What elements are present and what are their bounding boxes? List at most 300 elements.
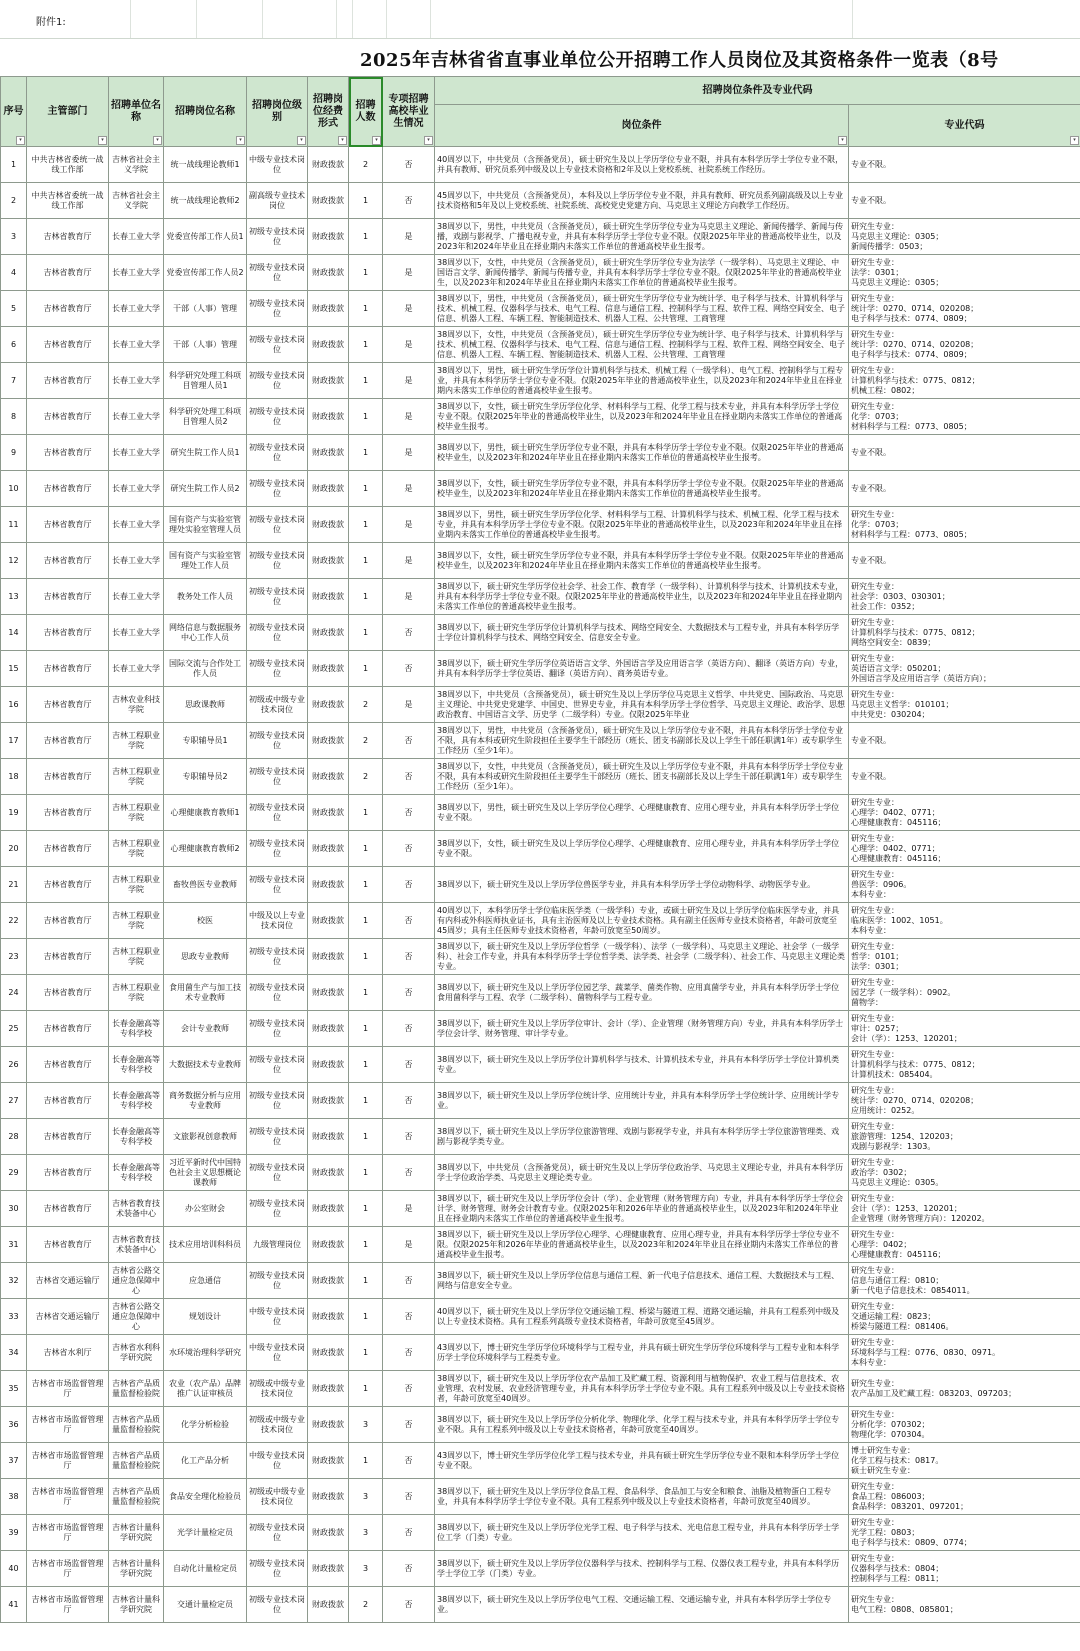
- cell-grad[interactable]: [383, 1119, 435, 1155]
- cell-seq[interactable]: [1, 183, 27, 219]
- cell-count[interactable]: [349, 1299, 383, 1335]
- cell-funding[interactable]: [308, 831, 349, 867]
- cell-level[interactable]: [247, 183, 308, 219]
- cell-count[interactable]: [349, 831, 383, 867]
- cell-unit[interactable]: [109, 687, 164, 723]
- cell-major-code[interactable]: [849, 1407, 1080, 1443]
- cell-level[interactable]: [247, 975, 308, 1011]
- header-unit[interactable]: 招聘单位名称 ▾: [109, 77, 164, 147]
- cell-conditions[interactable]: [435, 1443, 849, 1479]
- cell-seq[interactable]: [1, 435, 27, 471]
- cell-dept[interactable]: [27, 1227, 109, 1263]
- cell-seq[interactable]: [1, 1587, 27, 1623]
- filter-dropdown-icon[interactable]: ▾: [1070, 136, 1079, 145]
- cell-post[interactable]: [164, 1443, 247, 1479]
- cell-post[interactable]: [164, 183, 247, 219]
- cell-dept[interactable]: [27, 723, 109, 759]
- cell-major-code[interactable]: [849, 543, 1080, 579]
- cell-major-code[interactable]: [849, 903, 1080, 939]
- cell-major-code[interactable]: [849, 651, 1080, 687]
- cell-count[interactable]: [349, 543, 383, 579]
- cell-grad[interactable]: [383, 255, 435, 291]
- cell-funding[interactable]: [308, 1371, 349, 1407]
- cell-funding[interactable]: [308, 1227, 349, 1263]
- cell-funding[interactable]: [308, 435, 349, 471]
- filter-dropdown-icon[interactable]: ▾: [153, 136, 162, 145]
- cell-grad[interactable]: [383, 795, 435, 831]
- cell-level[interactable]: [247, 1155, 308, 1191]
- cell-unit[interactable]: [109, 1227, 164, 1263]
- cell-major-code[interactable]: [849, 327, 1080, 363]
- cell-conditions[interactable]: [435, 1263, 849, 1299]
- cell-conditions[interactable]: [435, 615, 849, 651]
- cell-count[interactable]: [349, 471, 383, 507]
- cell-dept[interactable]: [27, 1479, 109, 1515]
- cell-major-code[interactable]: [849, 1011, 1080, 1047]
- cell-count[interactable]: [349, 219, 383, 255]
- cell-level[interactable]: [247, 939, 308, 975]
- cell-seq[interactable]: [1, 1191, 27, 1227]
- cell-level[interactable]: [247, 1479, 308, 1515]
- cell-conditions[interactable]: [435, 687, 849, 723]
- cell-unit[interactable]: [109, 1515, 164, 1551]
- cell-major-code[interactable]: [849, 795, 1080, 831]
- cell-count[interactable]: [349, 1443, 383, 1479]
- cell-conditions[interactable]: [435, 831, 849, 867]
- cell-post[interactable]: [164, 435, 247, 471]
- cell-funding[interactable]: [308, 1155, 349, 1191]
- cell-funding[interactable]: [308, 1587, 349, 1623]
- cell-unit[interactable]: [109, 1083, 164, 1119]
- cell-unit[interactable]: [109, 831, 164, 867]
- cell-funding[interactable]: [308, 1335, 349, 1371]
- cell-post[interactable]: [164, 1011, 247, 1047]
- cell-seq[interactable]: [1, 579, 27, 615]
- cell-grad[interactable]: [383, 1191, 435, 1227]
- cell-major-code[interactable]: [849, 831, 1080, 867]
- cell-count[interactable]: [349, 255, 383, 291]
- cell-level[interactable]: [247, 1551, 308, 1587]
- cell-funding[interactable]: [308, 1407, 349, 1443]
- cell-dept[interactable]: [27, 1335, 109, 1371]
- cell-dept[interactable]: [27, 687, 109, 723]
- cell-grad[interactable]: [383, 1551, 435, 1587]
- cell-post[interactable]: [164, 1551, 247, 1587]
- cell-seq[interactable]: [1, 1155, 27, 1191]
- cell-unit[interactable]: [109, 651, 164, 687]
- cell-conditions[interactable]: [435, 1299, 849, 1335]
- cell-unit[interactable]: [109, 147, 164, 183]
- cell-major-code[interactable]: [849, 291, 1080, 327]
- cell-count[interactable]: [349, 723, 383, 759]
- cell-post[interactable]: [164, 471, 247, 507]
- cell-conditions[interactable]: [435, 759, 849, 795]
- cell-count[interactable]: [349, 795, 383, 831]
- cell-count[interactable]: [349, 939, 383, 975]
- header-post[interactable]: 招聘岗位名称 ▾: [164, 77, 247, 147]
- cell-grad[interactable]: [383, 1155, 435, 1191]
- cell-seq[interactable]: [1, 1443, 27, 1479]
- cell-seq[interactable]: [1, 291, 27, 327]
- cell-conditions[interactable]: [435, 1587, 849, 1623]
- cell-count[interactable]: [349, 183, 383, 219]
- cell-major-code[interactable]: [849, 1479, 1080, 1515]
- cell-grad[interactable]: [383, 831, 435, 867]
- cell-seq[interactable]: [1, 1335, 27, 1371]
- cell-seq[interactable]: [1, 831, 27, 867]
- cell-funding[interactable]: [308, 1191, 349, 1227]
- cell-seq[interactable]: [1, 1371, 27, 1407]
- cell-post[interactable]: [164, 831, 247, 867]
- cell-funding[interactable]: [308, 291, 349, 327]
- cell-dept[interactable]: [27, 1191, 109, 1227]
- cell-post[interactable]: [164, 615, 247, 651]
- cell-dept[interactable]: [27, 543, 109, 579]
- cell-major-code[interactable]: [849, 723, 1080, 759]
- cell-unit[interactable]: [109, 1047, 164, 1083]
- cell-dept[interactable]: [27, 255, 109, 291]
- cell-conditions[interactable]: [435, 1335, 849, 1371]
- cell-major-code[interactable]: [849, 255, 1080, 291]
- cell-major-code[interactable]: [849, 615, 1080, 651]
- cell-seq[interactable]: [1, 327, 27, 363]
- cell-grad[interactable]: [383, 1335, 435, 1371]
- cell-grad[interactable]: [383, 147, 435, 183]
- cell-dept[interactable]: [27, 615, 109, 651]
- cell-level[interactable]: [247, 543, 308, 579]
- cell-funding[interactable]: [308, 327, 349, 363]
- cell-conditions[interactable]: [435, 291, 849, 327]
- cell-conditions[interactable]: [435, 1155, 849, 1191]
- cell-post[interactable]: [164, 1587, 247, 1623]
- cell-major-code[interactable]: [849, 1227, 1080, 1263]
- cell-funding[interactable]: [308, 1083, 349, 1119]
- cell-conditions[interactable]: [435, 903, 849, 939]
- header-seq[interactable]: 序号 ▾: [1, 77, 27, 147]
- cell-count[interactable]: [349, 759, 383, 795]
- cell-dept[interactable]: [27, 795, 109, 831]
- header-cond[interactable]: 岗位条件 ▾: [435, 105, 849, 147]
- cell-dept[interactable]: [27, 507, 109, 543]
- cell-unit[interactable]: [109, 867, 164, 903]
- cell-seq[interactable]: [1, 1479, 27, 1515]
- cell-major-code[interactable]: [849, 435, 1080, 471]
- cell-major-code[interactable]: [849, 219, 1080, 255]
- cell-dept[interactable]: [27, 975, 109, 1011]
- cell-dept[interactable]: [27, 1119, 109, 1155]
- cell-dept[interactable]: [27, 867, 109, 903]
- cell-major-code[interactable]: [849, 1371, 1080, 1407]
- cell-funding[interactable]: [308, 1263, 349, 1299]
- cell-count[interactable]: [349, 687, 383, 723]
- cell-dept[interactable]: [27, 1407, 109, 1443]
- cell-seq[interactable]: [1, 255, 27, 291]
- cell-post[interactable]: [164, 291, 247, 327]
- cell-seq[interactable]: [1, 1227, 27, 1263]
- cell-funding[interactable]: [308, 651, 349, 687]
- cell-conditions[interactable]: [435, 255, 849, 291]
- cell-post[interactable]: [164, 867, 247, 903]
- cell-funding[interactable]: [308, 903, 349, 939]
- cell-level[interactable]: [247, 1047, 308, 1083]
- cell-funding[interactable]: [308, 1551, 349, 1587]
- cell-dept[interactable]: [27, 579, 109, 615]
- cell-level[interactable]: [247, 291, 308, 327]
- cell-level[interactable]: [247, 579, 308, 615]
- cell-funding[interactable]: [308, 255, 349, 291]
- cell-grad[interactable]: [383, 759, 435, 795]
- cell-grad[interactable]: [383, 507, 435, 543]
- cell-dept[interactable]: [27, 327, 109, 363]
- cell-unit[interactable]: [109, 615, 164, 651]
- cell-funding[interactable]: [308, 471, 349, 507]
- cell-count[interactable]: [349, 1587, 383, 1623]
- cell-unit[interactable]: [109, 219, 164, 255]
- cell-level[interactable]: [247, 435, 308, 471]
- cell-level[interactable]: [247, 687, 308, 723]
- cell-level[interactable]: [247, 363, 308, 399]
- header-level[interactable]: 招聘岗位级别 ▾: [247, 77, 308, 147]
- cell-unit[interactable]: [109, 795, 164, 831]
- filter-dropdown-icon[interactable]: ▾: [838, 136, 847, 145]
- cell-count[interactable]: [349, 867, 383, 903]
- cell-count[interactable]: [349, 147, 383, 183]
- cell-major-code[interactable]: [849, 759, 1080, 795]
- cell-unit[interactable]: [109, 291, 164, 327]
- cell-conditions[interactable]: [435, 219, 849, 255]
- cell-major-code[interactable]: [849, 579, 1080, 615]
- cell-unit[interactable]: [109, 1551, 164, 1587]
- cell-count[interactable]: [349, 1479, 383, 1515]
- cell-count[interactable]: [349, 399, 383, 435]
- cell-seq[interactable]: [1, 1011, 27, 1047]
- header-code[interactable]: 专业代码 ▾: [849, 105, 1080, 147]
- cell-grad[interactable]: [383, 975, 435, 1011]
- cell-count[interactable]: [349, 615, 383, 651]
- cell-conditions[interactable]: [435, 183, 849, 219]
- cell-dept[interactable]: [27, 219, 109, 255]
- cell-funding[interactable]: [308, 1119, 349, 1155]
- cell-level[interactable]: [247, 147, 308, 183]
- cell-conditions[interactable]: [435, 507, 849, 543]
- cell-level[interactable]: [247, 759, 308, 795]
- cell-conditions[interactable]: [435, 795, 849, 831]
- cell-count[interactable]: [349, 975, 383, 1011]
- cell-grad[interactable]: [383, 543, 435, 579]
- filter-dropdown-icon[interactable]: ▾: [98, 136, 107, 145]
- cell-funding[interactable]: [308, 759, 349, 795]
- cell-level[interactable]: [247, 615, 308, 651]
- cell-post[interactable]: [164, 363, 247, 399]
- cell-conditions[interactable]: [435, 1515, 849, 1551]
- cell-dept[interactable]: [27, 1443, 109, 1479]
- cell-major-code[interactable]: [849, 471, 1080, 507]
- cell-funding[interactable]: [308, 1479, 349, 1515]
- cell-funding[interactable]: [308, 1011, 349, 1047]
- cell-level[interactable]: [247, 867, 308, 903]
- cell-unit[interactable]: [109, 579, 164, 615]
- cell-unit[interactable]: [109, 1479, 164, 1515]
- cell-dept[interactable]: [27, 291, 109, 327]
- cell-grad[interactable]: [383, 435, 435, 471]
- cell-level[interactable]: [247, 1587, 308, 1623]
- cell-grad[interactable]: [383, 1443, 435, 1479]
- cell-level[interactable]: [247, 507, 308, 543]
- cell-count[interactable]: [349, 651, 383, 687]
- cell-conditions[interactable]: [435, 651, 849, 687]
- cell-seq[interactable]: [1, 975, 27, 1011]
- cell-level[interactable]: [247, 903, 308, 939]
- cell-count[interactable]: [349, 1335, 383, 1371]
- cell-funding[interactable]: [308, 1443, 349, 1479]
- cell-level[interactable]: [247, 1227, 308, 1263]
- cell-dept[interactable]: [27, 939, 109, 975]
- cell-dept[interactable]: [27, 147, 109, 183]
- cell-count[interactable]: [349, 291, 383, 327]
- cell-conditions[interactable]: [435, 1083, 849, 1119]
- cell-seq[interactable]: [1, 363, 27, 399]
- cell-major-code[interactable]: [849, 507, 1080, 543]
- cell-level[interactable]: [247, 399, 308, 435]
- cell-dept[interactable]: [27, 1371, 109, 1407]
- cell-grad[interactable]: [383, 687, 435, 723]
- cell-conditions[interactable]: [435, 1191, 849, 1227]
- cell-major-code[interactable]: [849, 183, 1080, 219]
- cell-post[interactable]: [164, 723, 247, 759]
- cell-post[interactable]: [164, 1299, 247, 1335]
- cell-post[interactable]: [164, 759, 247, 795]
- cell-count[interactable]: [349, 903, 383, 939]
- cell-count[interactable]: [349, 1047, 383, 1083]
- cell-post[interactable]: [164, 543, 247, 579]
- cell-conditions[interactable]: [435, 1479, 849, 1515]
- cell-funding[interactable]: [308, 867, 349, 903]
- cell-unit[interactable]: [109, 327, 164, 363]
- cell-major-code[interactable]: [849, 1083, 1080, 1119]
- cell-level[interactable]: [247, 255, 308, 291]
- cell-conditions[interactable]: [435, 363, 849, 399]
- cell-grad[interactable]: [383, 1263, 435, 1299]
- cell-funding[interactable]: [308, 543, 349, 579]
- cell-major-code[interactable]: [849, 687, 1080, 723]
- cell-level[interactable]: [247, 1011, 308, 1047]
- cell-count[interactable]: [349, 1263, 383, 1299]
- cell-seq[interactable]: [1, 1263, 27, 1299]
- cell-funding[interactable]: [308, 615, 349, 651]
- cell-unit[interactable]: [109, 1263, 164, 1299]
- cell-unit[interactable]: [109, 1443, 164, 1479]
- cell-conditions[interactable]: [435, 1227, 849, 1263]
- cell-seq[interactable]: [1, 507, 27, 543]
- cell-unit[interactable]: [109, 1155, 164, 1191]
- cell-unit[interactable]: [109, 903, 164, 939]
- cell-post[interactable]: [164, 1263, 247, 1299]
- cell-dept[interactable]: [27, 651, 109, 687]
- cell-seq[interactable]: [1, 759, 27, 795]
- cell-grad[interactable]: [383, 579, 435, 615]
- cell-funding[interactable]: [308, 1299, 349, 1335]
- cell-seq[interactable]: [1, 471, 27, 507]
- cell-grad[interactable]: [383, 939, 435, 975]
- cell-funding[interactable]: [308, 147, 349, 183]
- cell-post[interactable]: [164, 1155, 247, 1191]
- header-count[interactable]: 招聘人数 ▾: [349, 77, 383, 147]
- cell-grad[interactable]: [383, 1227, 435, 1263]
- cell-major-code[interactable]: [849, 399, 1080, 435]
- cell-major-code[interactable]: [849, 1191, 1080, 1227]
- cell-conditions[interactable]: [435, 1407, 849, 1443]
- cell-unit[interactable]: [109, 1407, 164, 1443]
- cell-conditions[interactable]: [435, 975, 849, 1011]
- cell-count[interactable]: [349, 435, 383, 471]
- cell-conditions[interactable]: [435, 399, 849, 435]
- cell-post[interactable]: [164, 1479, 247, 1515]
- cell-seq[interactable]: [1, 147, 27, 183]
- cell-dept[interactable]: [27, 435, 109, 471]
- cell-grad[interactable]: [383, 1407, 435, 1443]
- cell-unit[interactable]: [109, 939, 164, 975]
- cell-funding[interactable]: [308, 219, 349, 255]
- cell-major-code[interactable]: [849, 975, 1080, 1011]
- cell-seq[interactable]: [1, 1515, 27, 1551]
- cell-funding[interactable]: [308, 939, 349, 975]
- cell-seq[interactable]: [1, 867, 27, 903]
- cell-funding[interactable]: [308, 1515, 349, 1551]
- cell-grad[interactable]: [383, 183, 435, 219]
- cell-unit[interactable]: [109, 1299, 164, 1335]
- cell-major-code[interactable]: [849, 1587, 1080, 1623]
- cell-funding[interactable]: [308, 507, 349, 543]
- cell-post[interactable]: [164, 939, 247, 975]
- cell-seq[interactable]: [1, 651, 27, 687]
- cell-dept[interactable]: [27, 1155, 109, 1191]
- cell-seq[interactable]: [1, 399, 27, 435]
- cell-level[interactable]: [247, 471, 308, 507]
- cell-major-code[interactable]: [849, 939, 1080, 975]
- cell-post[interactable]: [164, 507, 247, 543]
- cell-grad[interactable]: [383, 1047, 435, 1083]
- cell-grad[interactable]: [383, 615, 435, 651]
- cell-count[interactable]: [349, 1515, 383, 1551]
- filter-dropdown-icon[interactable]: ▾: [424, 136, 433, 145]
- header-grad[interactable]: 专项招聘高校毕业生情况 ▾: [383, 77, 435, 147]
- filter-dropdown-icon[interactable]: ▾: [372, 136, 381, 145]
- cell-level[interactable]: [247, 1191, 308, 1227]
- cell-seq[interactable]: [1, 1047, 27, 1083]
- cell-level[interactable]: [247, 1443, 308, 1479]
- cell-count[interactable]: [349, 1227, 383, 1263]
- cell-grad[interactable]: [383, 471, 435, 507]
- cell-conditions[interactable]: [435, 543, 849, 579]
- cell-post[interactable]: [164, 795, 247, 831]
- cell-seq[interactable]: [1, 723, 27, 759]
- cell-grad[interactable]: [383, 1515, 435, 1551]
- cell-grad[interactable]: [383, 363, 435, 399]
- cell-unit[interactable]: [109, 1587, 164, 1623]
- cell-unit[interactable]: [109, 183, 164, 219]
- cell-count[interactable]: [349, 579, 383, 615]
- cell-post[interactable]: [164, 579, 247, 615]
- cell-dept[interactable]: [27, 759, 109, 795]
- cell-seq[interactable]: [1, 1407, 27, 1443]
- cell-conditions[interactable]: [435, 1119, 849, 1155]
- cell-grad[interactable]: [383, 1299, 435, 1335]
- cell-unit[interactable]: [109, 435, 164, 471]
- cell-major-code[interactable]: [849, 1155, 1080, 1191]
- cell-post[interactable]: [164, 1335, 247, 1371]
- cell-unit[interactable]: [109, 507, 164, 543]
- cell-count[interactable]: [349, 1371, 383, 1407]
